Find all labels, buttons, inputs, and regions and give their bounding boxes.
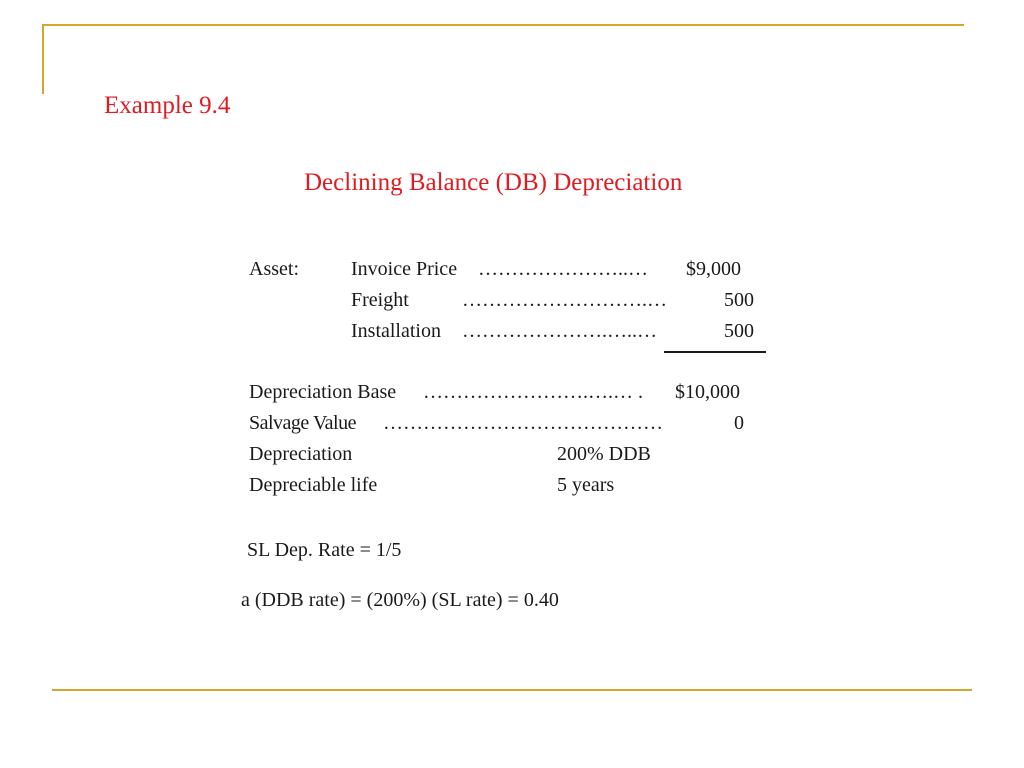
depreciation-base-value: $10,000 [675,381,740,403]
top-rule [42,24,964,26]
freight-value: 500 [724,289,754,311]
freight-dots: ……………………….… [462,289,667,311]
depreciable-life-label: Depreciable life [249,474,378,496]
salvage-value-value: 0 [734,412,744,434]
installation-label: Installation [351,320,441,342]
installation-value: 500 [724,320,754,342]
depreciation-base-label: Depreciation Base [249,381,397,403]
freight-label: Freight [351,289,409,311]
depreciation-base-dots: …………………….….… . [423,381,643,403]
depreciation-method-label: Depreciation [249,443,353,465]
left-rule [42,24,44,94]
slide-title: Declining Balance (DB) Depreciation [304,169,683,196]
asset-label: Asset: [249,258,299,280]
example-title: Example 9.4 [104,92,231,119]
depreciation-method-value: 200% DDB [557,443,651,465]
salvage-value-dots: …………………………………… [383,412,663,434]
sl-rate-formula: SL Dep. Rate = 1/5 [247,539,402,561]
salvage-value-label: Salvage Value [249,412,356,434]
invoice-price-dots: …………………..… [478,258,648,280]
bottom-rule [52,689,972,691]
invoice-price-value: $9,000 [686,258,741,280]
depreciable-life-value: 5 years [557,474,615,496]
invoice-price-label: Invoice Price [351,258,458,280]
ddb-rate-formula: a (DDB rate) = (200%) (SL rate) = 0.40 [241,589,559,611]
sum-underline [664,351,766,353]
installation-dots: ………………….…..… [462,320,657,342]
